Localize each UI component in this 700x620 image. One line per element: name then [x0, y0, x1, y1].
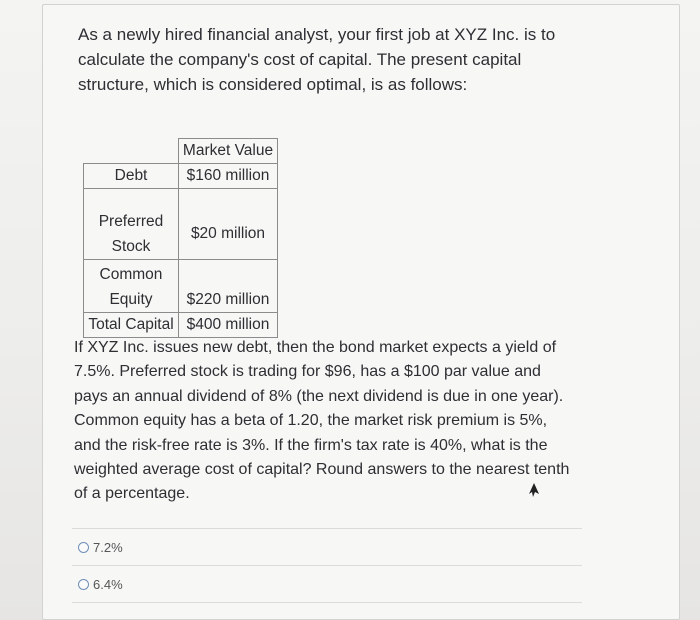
row-value-debt: $160 million	[179, 164, 278, 189]
row-value-common-equity: $220 million	[179, 260, 278, 313]
row-label-preferred-stock	[84, 189, 179, 260]
table-row	[84, 260, 278, 313]
radio-button[interactable]	[78, 579, 89, 590]
row-label-line: Preferred	[98, 213, 164, 230]
answer-option[interactable]	[72, 566, 582, 603]
question-intro: As a newly hired financial analyst, your first job at XYZ Inc. is to calculate the company's cost of capital. The present capital structure, which is considered optimal, is as follows:	[78, 25, 556, 94]
mouse-pointer-icon	[527, 482, 541, 498]
answer-options	[72, 528, 582, 603]
question-body: If XYZ Inc. issues new debt, then the bond market expects a yield of 7.5%. Preferred stock is trading for $96, has a $100 par value and pays an annual dividend of 8% (the next dividend is due in one year). Common equity has a beta of 1.20, the market risk premium is 5%, and the risk-free rate is 3%. If the firm's tax rate is 40%, what is the weighted average cost of capital? Round answers to the nearest tenth of a percentage.	[74, 339, 570, 503]
table-header-empty	[84, 139, 179, 164]
answer-option[interactable]	[72, 528, 582, 566]
answer-label: 6.4%	[93, 576, 123, 592]
table-row	[84, 313, 278, 338]
row-label-common-equity	[84, 260, 179, 313]
capital-structure-table	[83, 138, 278, 338]
row-label-line: Common	[99, 266, 163, 283]
table-row	[84, 164, 278, 189]
answer-label: 7.2%	[93, 539, 123, 555]
row-label-total-capital: Total Capital	[84, 313, 179, 338]
row-value-total-capital: $400 million	[179, 313, 278, 338]
row-label-debt: Debt	[84, 164, 179, 189]
row-label-line: Stock	[111, 238, 151, 255]
row-label-line: Equity	[109, 291, 153, 308]
row-value-preferred-stock: $20 million	[179, 189, 278, 260]
table-header-market-value: Market Value	[179, 139, 278, 164]
radio-button[interactable]	[78, 542, 89, 553]
table-header-row	[84, 139, 278, 164]
table-row	[84, 189, 278, 260]
